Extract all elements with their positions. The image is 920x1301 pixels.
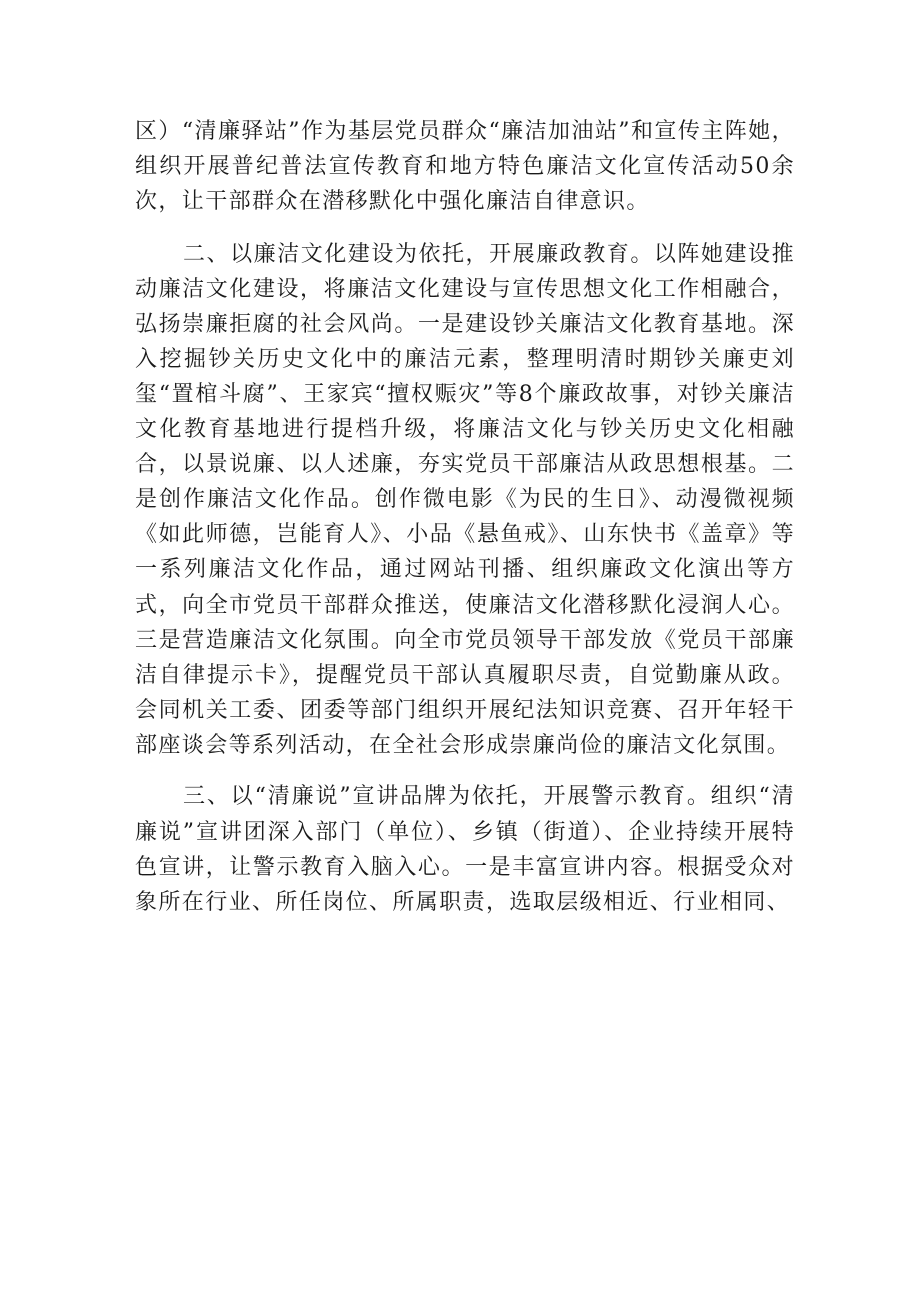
- paragraph-section-two: 二、以廉洁文化建设为依托，开展廉政教育。以阵她建设推动廉洁文化建设，将廉洁文化建设与宣传思想文化工作相融合，弘扬崇廉拒腐的社会风尚。一是建设钞关廉洁文化教育基地。深入挖掘钞关历史文化中的廉洁元素，整理明清时期钞关廉吏刘玺“置棺斗腐”、王家宾“擅权赈灾”等8个廉政故事，对钞关廉洁文化教育基地进行提档升级，将廉洁文化与钞关历史文化相融合，以景说廉、以人述廉，夯实党员干部廉洁从政思想根基。二是创作廉洁文化作品。创作微电影《为民的生日》、动漫微视频《如此师德，岂能育人》、小品《悬鱼戒》、山东快书《盖章》等一系列廉洁文化作品，通过网站刊播、组织廉政文化演出等方式，向全市党员干部群众推送，使廉洁文化潜移默化浸润人心。三是营造廉洁文化氛围。向全市党员领导干部发放《党员干部廉洁自律提示卡》，提醒党员干部认真履职尽责，自觉勤廉从政。会同机关工委、团委等部门组织开展纪法知识竞赛、召开年轻干部座谈会等系列活动，在全社会形成崇廉尚俭的廉洁文化氛围。: [135, 241, 795, 758]
- paragraph-continuation: 区）“清廉驿站”作为基层党员群众“廉洁加油站”和宣传主阵她，组织开展普纪普法宣传教育和地方特色廉洁文化宣传活动50余次，让干部群众在潜移默化中强化廉洁自律意识。: [135, 119, 795, 215]
- document-body: [135, 114, 795, 920]
- paragraph-section-three: 三、以“清廉说”宣讲品牌为依托，开展警示教育。组织“清廉说”宣讲团深入部门（单位）、乡镇（街道）、企业持续开展特色宣讲，让警示教育入脑入心。一是丰富宣讲内容。根据受众对象所在行业、所任岗位、所属职责，选取层级相近、行业相同、: [135, 784, 795, 915]
